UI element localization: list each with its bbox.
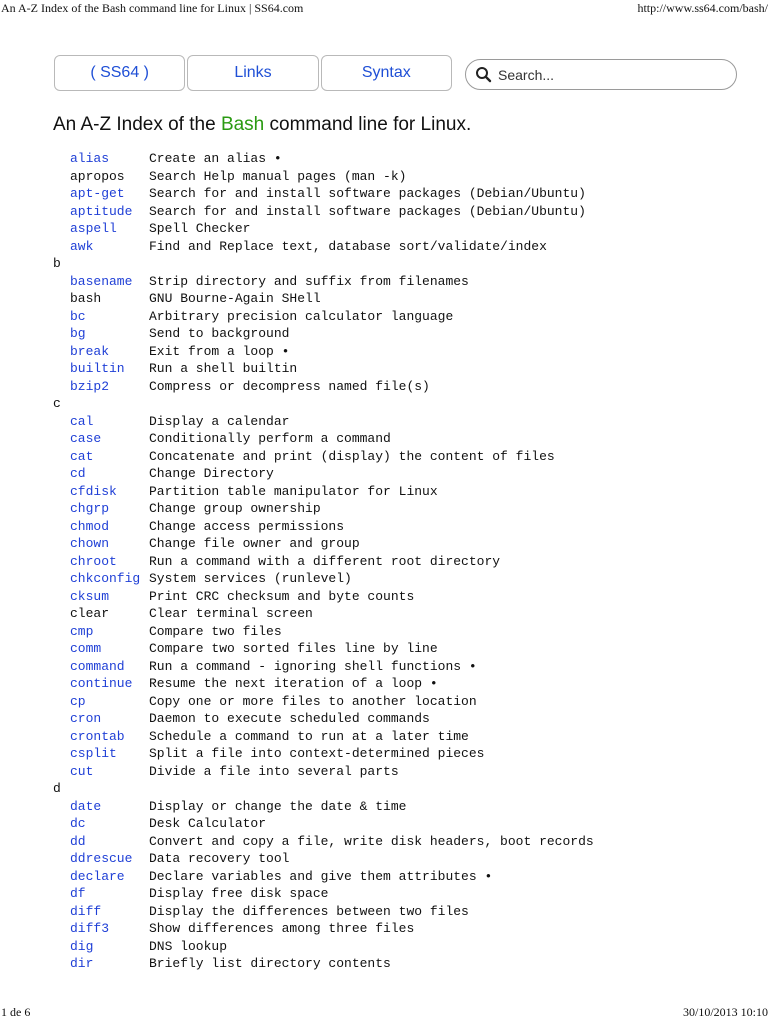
command-link[interactable]: chroot: [70, 553, 117, 569]
command-link[interactable]: break: [70, 343, 110, 359]
command-description: Compare two files: [149, 623, 282, 639]
command-link[interactable]: case: [70, 431, 102, 446]
command-row: [53, 745, 753, 763]
page-title: [53, 114, 471, 136]
command-description: Search for and install software packages (Debian/Ubuntu): [149, 186, 586, 201]
command-description: Conditionally perform a command: [149, 431, 391, 446]
command-link[interactable]: cfdisk: [70, 483, 117, 499]
command-row: [53, 693, 753, 711]
command-description: Copy one or more files to another location: [149, 693, 477, 709]
command-link[interactable]: builtin: [70, 361, 125, 376]
command-row: [53, 588, 753, 606]
command-row: [53, 500, 753, 518]
command-description: Show differences among three files: [149, 921, 415, 936]
command-row: [53, 833, 753, 851]
command-row: [53, 938, 753, 956]
command-link[interactable]: cat: [70, 448, 94, 464]
command-row: [53, 553, 753, 571]
command-row: [53, 535, 753, 553]
command-description: Compare two sorted files line by line: [149, 641, 438, 656]
command-link[interactable]: bg: [70, 326, 86, 341]
search-box: [465, 59, 737, 90]
command-link[interactable]: chkconfig: [70, 571, 141, 586]
command-link[interactable]: cal: [70, 413, 94, 429]
print-footer-page: 1 de 6: [1, 1005, 31, 1019]
command-description: Change group ownership: [149, 501, 321, 516]
command-link[interactable]: declare: [70, 868, 125, 884]
command-description: Compress or decompress named file(s): [149, 378, 430, 394]
command-link[interactable]: chgrp: [70, 501, 110, 516]
command-description: Convert and copy a file, write disk headers, boot records: [149, 833, 594, 849]
ss64-home-button[interactable]: ( SS64 ): [54, 55, 185, 91]
command-row: [53, 343, 753, 361]
command-link[interactable]: diff3: [70, 921, 110, 936]
command-row: [53, 168, 753, 186]
command-description: Spell Checker: [149, 221, 251, 236]
command-index: [53, 150, 753, 973]
command-row: [53, 308, 753, 326]
command-row: [53, 850, 753, 868]
command-description: Arbitrary precision calculator language: [149, 308, 454, 324]
command-description: Partition table manipulator for Linux: [149, 483, 438, 499]
command-description: Display a calendar: [149, 413, 290, 429]
command-row: [53, 658, 753, 676]
command-row: [53, 238, 753, 256]
command-row: [53, 290, 753, 308]
command-name: bash: [70, 291, 102, 306]
command-row: [53, 728, 753, 746]
command-link[interactable]: crontab: [70, 728, 125, 744]
command-description: Display the differences between two files: [149, 903, 469, 919]
command-link[interactable]: cmp: [70, 623, 94, 639]
command-description: Concatenate and print (display) the content of files: [149, 448, 555, 464]
command-row: [53, 763, 753, 781]
command-row: [53, 885, 753, 903]
command-link[interactable]: bc: [70, 308, 86, 324]
command-row: [53, 203, 753, 221]
command-link[interactable]: cut: [70, 763, 94, 779]
command-description: Clear terminal screen: [149, 606, 313, 621]
command-link[interactable]: alias: [70, 151, 110, 166]
command-description: Data recovery tool: [149, 851, 290, 866]
page-title-prefix: An A-Z Index of the: [53, 114, 221, 135]
search-input[interactable]: [496, 66, 720, 84]
command-description: Print CRC checksum and byte counts: [149, 588, 415, 604]
command-link[interactable]: aspell: [70, 221, 117, 236]
command-description: Briefly list directory contents: [149, 956, 391, 971]
command-description: Display free disk space: [149, 886, 329, 901]
syntax-button[interactable]: Syntax: [321, 55, 452, 91]
section-letter: b: [53, 256, 61, 271]
links-button[interactable]: Links: [187, 55, 318, 91]
command-description: Create an alias •: [149, 151, 282, 166]
command-description: Run a command - ignoring shell functions •: [149, 658, 477, 674]
command-row: [53, 448, 753, 466]
command-row: [53, 325, 753, 343]
command-link[interactable]: cron: [70, 711, 102, 726]
command-link[interactable]: dc: [70, 816, 86, 831]
print-header-url: http://www.ss64.com/bash/: [637, 1, 768, 15]
command-description: Declare variables and give them attributes •: [149, 868, 493, 884]
command-link[interactable]: aptitude: [70, 203, 133, 219]
command-description: Daemon to execute scheduled commands: [149, 711, 430, 726]
command-row: [53, 675, 753, 693]
command-row: [53, 903, 753, 921]
command-link[interactable]: apt-get: [70, 186, 125, 201]
command-link[interactable]: cd: [70, 466, 86, 481]
command-name: apropos: [70, 168, 125, 184]
command-link[interactable]: cksum: [70, 588, 110, 604]
command-row: [53, 868, 753, 886]
command-description: Search Help manual pages (man -k): [149, 168, 407, 184]
command-row: [53, 920, 753, 938]
command-link[interactable]: bzip2: [70, 378, 110, 394]
command-row: [53, 815, 753, 833]
command-row: [53, 273, 753, 291]
command-row: [53, 378, 753, 396]
command-row: [53, 623, 753, 641]
command-description: Split a file into context-determined pieces: [149, 746, 485, 761]
print-footer: [0, 1004, 768, 1022]
print-footer-datetime: 30/10/2013 10:10: [682, 1005, 768, 1019]
command-description: Send to background: [149, 326, 290, 341]
command-description: Find and Replace text, database sort/validate/index: [149, 238, 547, 254]
command-row: [53, 465, 753, 483]
command-row: [53, 185, 753, 203]
command-link[interactable]: cp: [70, 693, 86, 709]
command-row: [53, 150, 753, 168]
command-row: [53, 360, 753, 378]
site-nav: [54, 55, 454, 93]
section-letter: c: [53, 396, 61, 411]
command-link[interactable]: diff: [70, 903, 102, 919]
command-description: DNS lookup: [149, 938, 228, 954]
command-link[interactable]: date: [70, 798, 102, 814]
command-link[interactable]: chmod: [70, 518, 110, 534]
page-title-suffix: command line for Linux.: [264, 114, 472, 135]
command-link[interactable]: comm: [70, 641, 102, 656]
command-description: Change Directory: [149, 466, 274, 481]
search-icon[interactable]: [474, 65, 494, 85]
command-row: [53, 710, 753, 728]
command-link[interactable]: df: [70, 886, 86, 901]
command-description: Change file owner and group: [149, 536, 360, 551]
command-link[interactable]: awk: [70, 238, 94, 254]
command-description: Change access permissions: [149, 518, 345, 534]
command-row: [53, 955, 753, 973]
command-row: [53, 430, 753, 448]
command-row: [53, 518, 753, 536]
command-description: Display or change the date & time: [149, 798, 407, 814]
command-row: [53, 640, 753, 658]
command-description: System services (runlevel): [149, 571, 352, 586]
command-link[interactable]: basename: [70, 273, 133, 289]
command-link[interactable]: dig: [70, 938, 94, 954]
command-link[interactable]: dd: [70, 833, 86, 849]
command-link[interactable]: command: [70, 658, 125, 674]
print-header-title: An A-Z Index of the Bash command line for Linux | SS64.com: [1, 1, 304, 15]
section-letter: d: [53, 781, 61, 796]
command-row: [53, 798, 753, 816]
command-row: [53, 605, 753, 623]
command-description: Run a command with a different root directory: [149, 553, 501, 569]
command-row: [53, 483, 753, 501]
command-description: Search for and install software packages (Debian/Ubuntu): [149, 203, 586, 219]
command-description: GNU Bourne-Again SHell: [149, 291, 321, 306]
command-name: clear: [70, 606, 110, 621]
print-header: [0, 0, 768, 18]
command-description: Divide a file into several parts: [149, 763, 399, 779]
command-link[interactable]: ddrescue: [70, 851, 133, 866]
page-title-accent: Bash: [220, 114, 265, 135]
command-row: [53, 220, 753, 238]
command-row: [53, 570, 753, 588]
command-link[interactable]: dir: [70, 956, 94, 971]
command-description: Strip directory and suffix from filenames: [149, 273, 469, 289]
command-description: Resume the next iteration of a loop •: [149, 676, 438, 691]
command-link[interactable]: continue: [70, 676, 133, 691]
command-link[interactable]: csplit: [70, 746, 117, 761]
command-description: Exit from a loop •: [149, 343, 290, 359]
command-description: Run a shell builtin: [149, 361, 298, 376]
command-row: [53, 413, 753, 431]
command-link[interactable]: chown: [70, 536, 110, 551]
command-description: Schedule a command to run at a later time: [149, 728, 469, 744]
command-description: Desk Calculator: [149, 816, 267, 831]
